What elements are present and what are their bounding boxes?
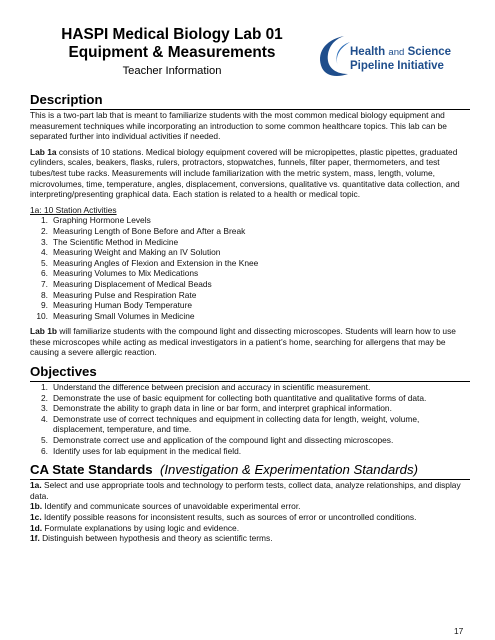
list-item: 9. Measuring Human Body Temperature <box>41 300 193 311</box>
logo-line1: Health and Science <box>350 46 452 58</box>
standard-item: 1f. Distinguish between hypothesis and theory as scientific terms. <box>30 533 273 544</box>
list-item: 4. Measuring Weight and Making an IV Solution <box>41 247 221 258</box>
list-item: 6. Measuring Volumes to Mix Medications <box>41 268 199 279</box>
list-item: 8. Measuring Pulse and Respiration Rate <box>41 289 197 300</box>
document-title: HASPI Medical Biology Lab 01 <box>61 26 283 43</box>
list-item: 1. Graphing Hormone Levels <box>41 215 151 226</box>
page-header <box>0 26 495 92</box>
list-item: 2. Demonstrate the use of basic equipment for collecting both quantitative and qualitative forms of data. <box>41 392 427 403</box>
standard-item: 1a. Select and use appropriate tools and technology to perform tests, collect data, analyze relationships, and display data. <box>30 480 461 501</box>
title-block <box>52 26 292 78</box>
list-item: 1. Understand the difference between precision and accuracy in scientific measurement. <box>41 382 371 393</box>
lab1a-text: consists of 10 stations. Medical biology equipment covered will be micropipettes, plastic pipettes, graduated cylinders, scales, beakers, flasks, rulers, protractors, stopwatches, funnels, filter paper, thermometers, and test tubes/test tube racks. Measurements will include familiarization with the metric system, mass, length, volume, microvolumes, time, temperature, angles, displacement, conversions, qualitative vs. quantitative data collection, and interpreting/presenting graphical data. Each station is related to a health or medical topic. <box>30 146 460 200</box>
main-content <box>30 92 470 544</box>
logo-line2: Pipeline Initiative <box>350 60 444 72</box>
standards-heading-main: CA State Standards <box>30 462 153 478</box>
description-intro: This is a two-part lab that is meant to familiarize students with the most common medical biology equipment and measurement techniques while incorporating an introduction to some common healthcare topics. This lab can be separated further into individual activities if needed. <box>30 110 447 142</box>
standards-heading <box>30 462 470 480</box>
lab1b-paragraph <box>30 326 470 358</box>
list-item: 10. Measuring Small Volumes in Medicine <box>36 310 195 321</box>
document-title-line2: Equipment & Measurements <box>68 44 276 61</box>
lab1a-label: Lab 1a <box>30 146 57 157</box>
standard-item: 1b. Identify and communicate sources of unavoidable experimental error. <box>30 501 301 512</box>
list-item: 7. Measuring Displacement of Medical Beads <box>41 278 212 289</box>
description-heading: Description <box>30 92 470 110</box>
standard-item: 1d. Formulate explanations by using logic and evidence. <box>30 522 240 533</box>
list-item: 4. Demonstrate use of correct techniques and equipment in collecting data for length, weight, volume, displacement, temperature, and time. <box>41 413 420 435</box>
page-number: 17 <box>454 626 464 636</box>
stations-label: 1a: 10 Station Activities <box>30 204 117 215</box>
haspi-logo <box>314 32 460 82</box>
list-item: 5. Demonstrate correct use and application of the compound light and dissecting microscopes. <box>41 435 394 446</box>
objectives-list <box>30 382 470 456</box>
standard-item: 1c. Identify possible reasons for inconsistent results, such as sources of error or uncontrolled conditions. <box>30 512 417 522</box>
lab1b-text: will familiarize students with the compound light and dissecting microscopes. Students will learn how to use these microscopes while acting as medical investigators in a patient’s home, searching for allergens that may be causing a severe allergic reaction. <box>30 326 456 358</box>
list-item: 3. The Scientific Method in Medicine <box>41 236 179 247</box>
list-item: 3. Demonstrate the ability to graph data in line or bar form, and interpret graphical information. <box>41 403 392 414</box>
list-item: 2. Measuring Length of Bone Before and After a Break <box>41 225 246 236</box>
list-item: 6. Identify uses for lab equipment in the medical field. <box>41 445 242 456</box>
logo-swoosh-icon <box>314 32 354 80</box>
stations-list <box>30 215 470 321</box>
lab1b-label: Lab 1b <box>30 326 57 337</box>
list-item: 5. Measuring Angles of Flexion and Extension in the Knee <box>41 257 259 268</box>
lab1a-paragraph <box>30 147 470 200</box>
document-subtitle: Teacher Information <box>122 65 222 77</box>
standards-heading-italic: (Investigation & Experimentation Standards) <box>159 462 418 478</box>
objectives-heading: Objectives <box>30 364 470 382</box>
